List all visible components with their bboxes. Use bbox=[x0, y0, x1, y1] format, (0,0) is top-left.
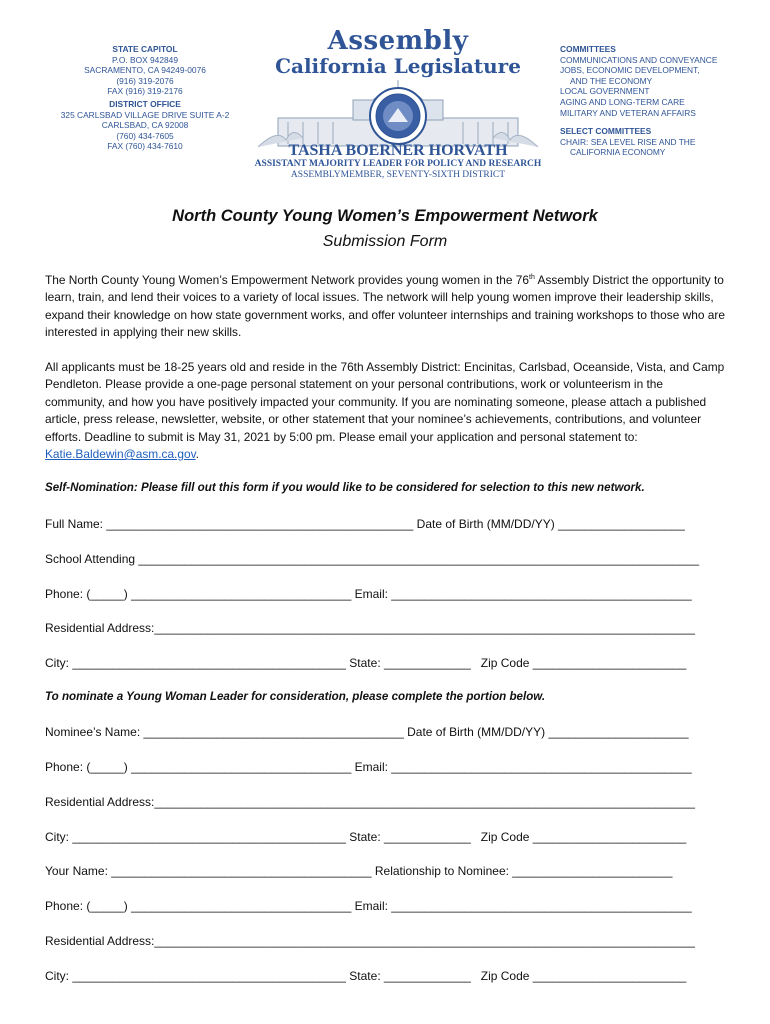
member-role: ASSISTANT MAJORITY LEADER FOR POLICY AND RESEARCH bbox=[254, 159, 542, 169]
member-name: TASHA BOERNER HORVATH bbox=[288, 142, 508, 159]
your-address-field[interactable]: Residential Address:_________________________________________________________________________________ bbox=[45, 934, 695, 948]
committee-item: AGING AND LONG-TERM CARE bbox=[560, 96, 685, 107]
letterhead bbox=[0, 0, 770, 200]
self-nomination-heading: Self-Nomination: Please fill out this form if you would like to be considered for selection to this new network. bbox=[45, 481, 645, 494]
your-city-state-zip-field[interactable]: City: _________________________________________ State: _____________ Zip Code _______________________ bbox=[45, 969, 687, 983]
select-committees-heading: SELECT COMMITTEES bbox=[560, 126, 652, 137]
legislature-logo bbox=[253, 28, 543, 193]
requirements-text: All applicants must be 18-25 years old and reside in the 76th Assembly District: Encinitas, Carlsbad, Oceanside, Vista, and Camp Pendleton. Please provide a one-page personal statement on your personal contributions, work or volunteerism in the community, and how you have positively impacted your community. If you are nominating someone, please attach a published article, press release, newsletter, website, or other statement that your nominee’s achievements, contributions, and volunteer efforts. Deadline to submit is May 31, 2021 by 5:00 pm. Please email your application and personal statement to: bbox=[45, 360, 725, 444]
committee-item: COMMUNICATIONS AND CONVEYANCE bbox=[560, 54, 718, 65]
your-phone-email-field[interactable]: Phone: (_____) _________________________________ Email: _____________________________________________ bbox=[45, 899, 692, 913]
select-committee-item: CHAIR: SEA LEVEL RISE AND THE bbox=[560, 136, 696, 147]
member-district: ASSEMBLYMEMBER, SEVENTY-SIXTH DISTRICT bbox=[290, 170, 506, 180]
self-phone-email-field[interactable]: Phone: (_____) _________________________________ Email: _____________________________________________ bbox=[45, 587, 692, 601]
committee-item: JOBS, ECONOMIC DEVELOPMENT, bbox=[560, 65, 700, 76]
intro-text-a: The North County Young Women’s Empowerment Network provides young women in the 76 bbox=[45, 273, 530, 287]
nominee-phone-email-field[interactable]: Phone: (_____) _________________________________ Email: _____________________________________________ bbox=[45, 760, 692, 774]
capitol-line: FAX (916) 319-2176 bbox=[107, 86, 183, 97]
nominee-address-field[interactable]: Residential Address:_________________________________________________________________________________ bbox=[45, 795, 695, 809]
capitol-building-icon bbox=[258, 78, 538, 148]
capitol-line: SACRAMENTO, CA 94249-0076 bbox=[84, 65, 206, 76]
district-heading: DISTRICT OFFICE bbox=[109, 98, 181, 109]
nominate-heading: To nominate a Young Woman Leader for consideration, please complete the portion below. bbox=[45, 690, 546, 703]
assembly-wordmark: Assembly bbox=[327, 26, 469, 56]
intro-text-b: Assembly District the opportunity to learn, train, and lend their voices to a variety of local issues. The network will help young women improve their leadership skills, expand their knowledge on how state government works, and offer volunteer internships and training workshops to those who are interested in applying their new skills. bbox=[45, 273, 725, 340]
district-line: 325 CARLSBAD VILLAGE DRIVE SUITE A-2 bbox=[60, 109, 230, 120]
full-name-field[interactable]: Full Name: ______________________________________________ Date of Birth (MM/DD/YY) ___________________ bbox=[45, 517, 685, 531]
district-line: (760) 434-7605 bbox=[116, 130, 174, 141]
school-field[interactable]: School Attending ____________________________________________________________________________________ bbox=[45, 552, 700, 566]
form-subtitle: Submission Form bbox=[322, 233, 448, 250]
self-address-field[interactable]: Residential Address:_________________________________________________________________________________ bbox=[45, 621, 695, 635]
nominee-city-state-zip-field[interactable]: City: _________________________________________ State: _____________ Zip Code _______________________ bbox=[45, 830, 687, 844]
committees-heading: COMMITTEES bbox=[560, 44, 616, 54]
self-city-state-zip-field[interactable]: City: _________________________________________ State: _____________ Zip Code _______________________ bbox=[45, 656, 687, 670]
capitol-line: (916) 319-2076 bbox=[116, 75, 174, 86]
your-name-relationship-field[interactable]: Your Name: _______________________________________ Relationship to Nominee: ________________________ bbox=[45, 864, 673, 878]
district-line: CARLSBAD, CA 92008 bbox=[101, 120, 189, 131]
select-committee-item: CALIFORNIA ECONOMY bbox=[570, 147, 666, 158]
capitol-heading: STATE CAPITOL bbox=[112, 44, 178, 54]
intro-paragraph bbox=[45, 272, 725, 342]
nominee-name-field[interactable]: Nominee’s Name: _______________________________________ Date of Birth (MM/DD/YY) _____________________ bbox=[45, 725, 689, 739]
committee-item: LOCAL GOVERNMENT bbox=[560, 86, 650, 97]
district-line: FAX (760) 434-7610 bbox=[107, 141, 183, 152]
contact-email-link[interactable]: Katie.Baldewin@asm.ca.gov bbox=[45, 447, 196, 462]
committee-item: AND THE ECONOMY bbox=[570, 75, 653, 86]
committees-block bbox=[560, 44, 760, 158]
capitol-line: P.O. BOX 942849 bbox=[112, 54, 178, 65]
committee-item: MILITARY AND VETERAN AFFAIRS bbox=[560, 107, 696, 118]
intro-superscript: th bbox=[529, 274, 535, 282]
form-title: North County Young Women’s Empowerment Network bbox=[172, 207, 598, 225]
legislature-wordmark: California Legislature bbox=[275, 54, 521, 78]
capitol-address-block bbox=[40, 44, 250, 152]
requirements-paragraph bbox=[45, 359, 725, 463]
requirements-end: . bbox=[195, 447, 199, 462]
